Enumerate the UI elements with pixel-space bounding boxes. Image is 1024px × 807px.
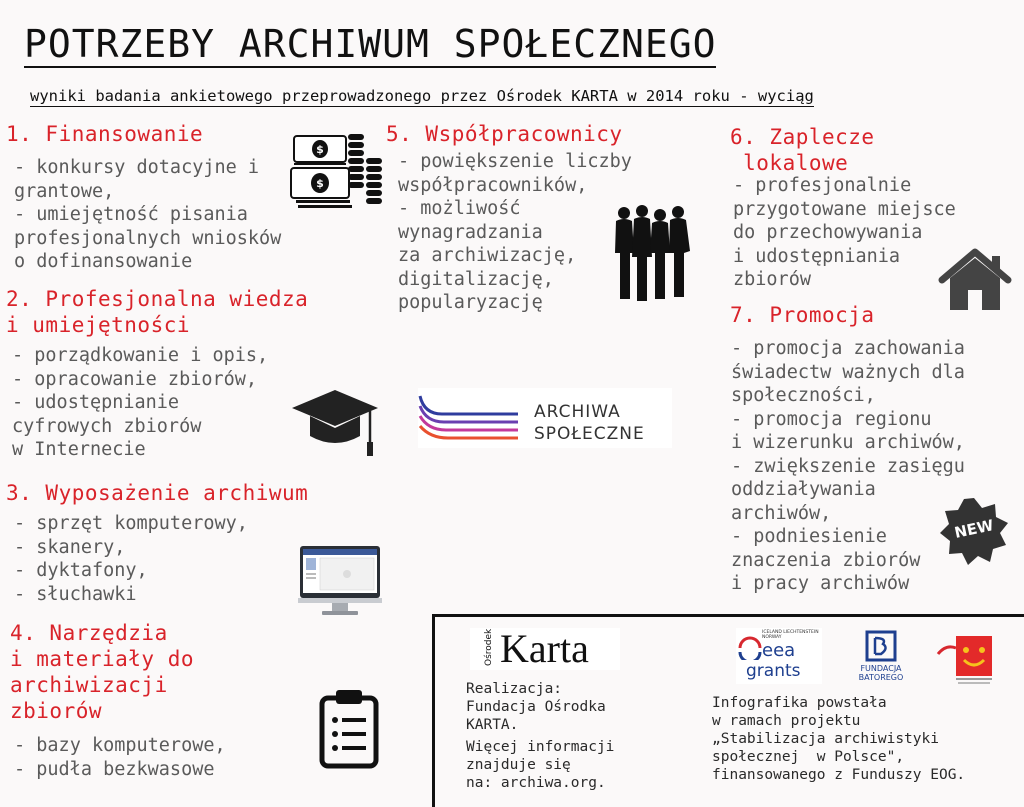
karta-logo-word: Karta [500,626,589,671]
section-5-body: - powiększenie liczby współpracowników, - możliwość wynagradzania za archiwizację, digitalizację, popularyzację [398,151,632,313]
eea-grants-logo [736,628,822,684]
realizacja-text: Realizacja: Fundacja Ośrodka KARTA. [466,681,606,733]
section-4-body: - bazy komputerowe, - pudła bezkwasowe [14,735,226,780]
new-badge-label: NEW [952,516,996,542]
new-badge [938,496,1010,568]
section-6-heading: 6. Zaplecze lokalowe [730,125,875,175]
archiwa-logo-line2: SPOŁECZNE [534,424,645,444]
section-1-heading: 1. Finansowanie [6,122,204,146]
section-6-body: - profesjonalnie przygotowane miejsce do przechowywania i udostępniania zbiorów [733,175,956,290]
svg-text:$: $ [316,177,324,190]
eea-logo-word: eea [762,640,796,661]
grants-logo-word: grants [746,661,801,681]
eea-logo-countries: ICELAND LIECHTENSTEIN NORWAY [762,630,819,640]
page-title: POTRZEBY ARCHIWUM SPOŁECZNEGO [24,22,717,66]
people-icon [612,203,692,303]
house-icon [938,248,1012,314]
foundation-red-logo [936,630,996,688]
batory-logo-line2: BATOREGO [858,673,904,682]
section-2-body: - porządkowanie i opis, - opracowanie zbiorów, - udostępnianie cyfrowych zbiorów w Internecie [12,345,269,460]
section-7-body: - promocja zachowania świadectw ważnych dla społeczności, - promocja regionu i wizerunku archiwów, - zwiększenie zasięgu oddziaływania archiwów, - podniesienie znaczenia zbiorów i pracy archiwów [731,338,965,594]
svg-text:$: $ [316,143,324,156]
graduation-cap-icon [290,386,380,458]
karta-logo [470,628,620,670]
money-icon [288,128,384,212]
karta-logo-small: Ośrodek [484,628,494,666]
page-subtitle: wyniki badania ankietowego przeprowadzonego przez Ośrodek KARTA w 2014 roku - wyciąg [30,87,814,105]
archiwa-spoleczne-logo [418,388,672,448]
more-info-text: Więcej informacji znajduje się na: archiwa.org. [466,739,615,791]
archiwa-logo-line1: ARCHIWA [534,402,621,422]
section-4-heading: 4. Narzędzia i materiały do archiwizacji zbiorów [10,621,195,723]
section-1-body: - konkursy dotacyjne i grantowe, - umiejętność pisania profesjonalnych wniosków o dofinansowanie [14,157,282,272]
section-5-heading: 5. Współpracownicy [386,122,623,146]
infografika-text: Infografika powstała w ramach projektu „Stabilizacja archiwistyki społecznej w Polsce", finansowanego z Funduszy EOG. [712,695,966,783]
clipboard-icon [318,688,380,770]
section-7-heading: 7. Promocja [730,303,875,327]
section-3-body: - sprzęt komputerowy, - skanery, - dyktafony, - słuchawki [14,513,248,605]
fundacja-batorego-logo [848,630,914,686]
section-3-heading: 3. Wyposażenie archiwum [6,481,309,505]
batory-logo-line1: FUNDACJA [860,664,902,673]
computer-monitor-icon [298,544,382,618]
section-2-heading: 2. Profesjonalna wiedza i umiejętności [6,287,309,337]
